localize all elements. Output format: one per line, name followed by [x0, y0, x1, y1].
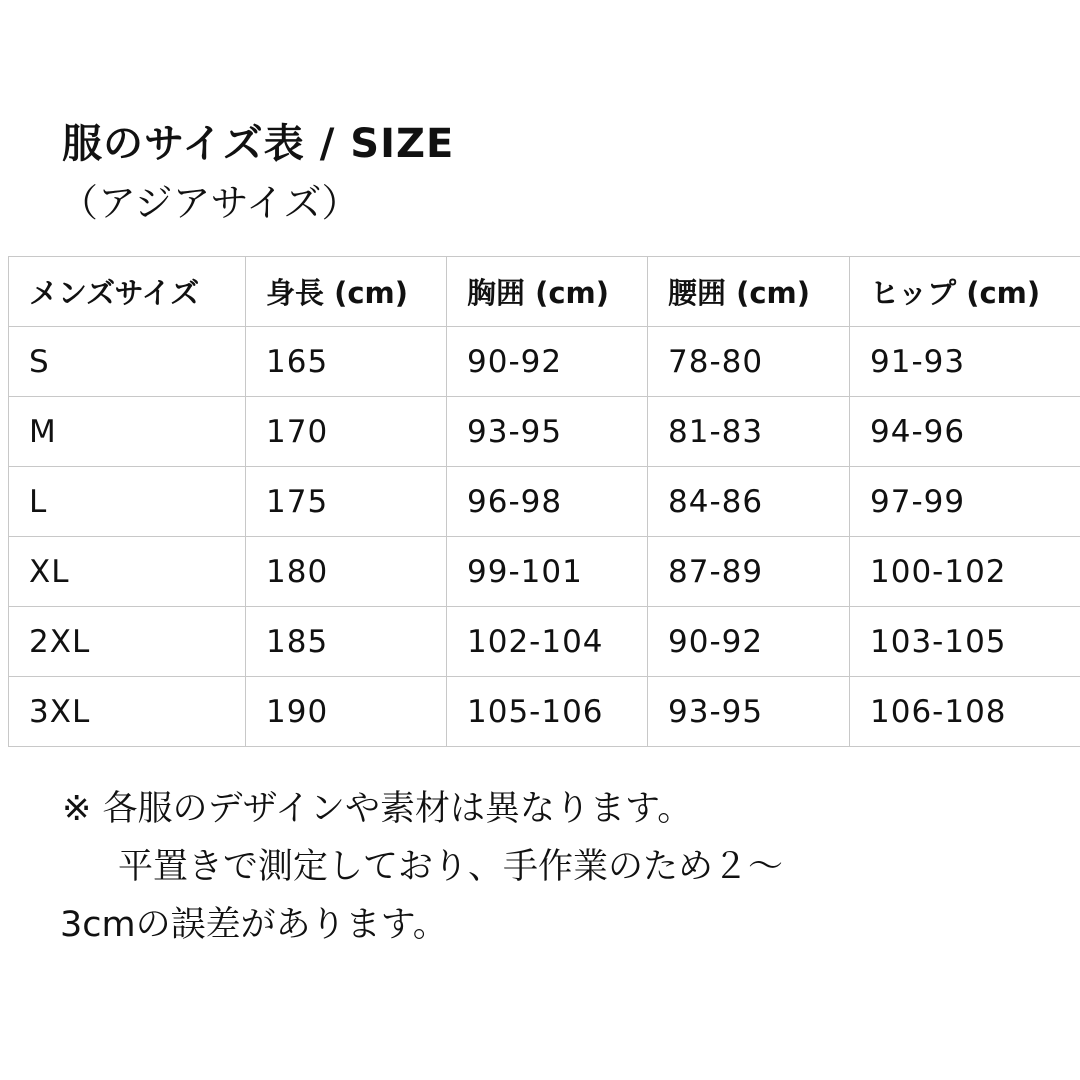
header-height: 身長 (cm) — [246, 257, 447, 327]
header-hip: ヒップ (cm) — [850, 257, 1080, 327]
cell-waist: 90-92 — [648, 607, 850, 677]
note-line: ※ 各服のデザインや素材は異なります。 — [62, 789, 693, 829]
cell-size: XL — [9, 537, 246, 607]
cell-waist: 84-86 — [648, 467, 850, 537]
header-size: メンズサイズ — [9, 257, 246, 327]
notes-block — [62, 780, 783, 954]
size-table — [8, 256, 1080, 747]
cell-height: 170 — [246, 397, 447, 467]
note-line: 平置きで測定しており、手作業のため２～ — [118, 847, 784, 887]
table-header-row — [9, 257, 1080, 327]
cell-size: 3XL — [9, 677, 246, 747]
cell-chest: 93-95 — [447, 397, 648, 467]
cell-height: 190 — [246, 677, 447, 747]
cell-chest: 96-98 — [447, 467, 648, 537]
cell-hip: 91-93 — [850, 327, 1080, 397]
cell-waist: 78-80 — [648, 327, 850, 397]
page-title: 服のサイズ表 / SIZE — [62, 121, 455, 167]
table-row — [9, 397, 1080, 467]
cell-waist: 93-95 — [648, 677, 850, 747]
cell-chest: 90-92 — [447, 327, 648, 397]
cell-size: L — [9, 467, 246, 537]
cell-chest: 99-101 — [447, 537, 648, 607]
table-row — [9, 537, 1080, 607]
cell-size: S — [9, 327, 246, 397]
cell-hip: 100-102 — [850, 537, 1080, 607]
cell-chest: 105-106 — [447, 677, 648, 747]
cell-height: 175 — [246, 467, 447, 537]
cell-chest: 102-104 — [447, 607, 648, 677]
table-row — [9, 327, 1080, 397]
cell-waist: 87-89 — [648, 537, 850, 607]
cell-height: 185 — [246, 607, 447, 677]
cell-height: 180 — [246, 537, 447, 607]
cell-size: 2XL — [9, 607, 246, 677]
cell-size: M — [9, 397, 246, 467]
cell-hip: 94-96 — [850, 397, 1080, 467]
table-row — [9, 677, 1080, 747]
cell-hip: 106-108 — [850, 677, 1080, 747]
header-waist: 腰囲 (cm) — [648, 257, 850, 327]
header-chest: 胸囲 (cm) — [447, 257, 648, 327]
note-line: 3cmの誤差があります。 — [60, 905, 448, 945]
table-row — [9, 607, 1080, 677]
cell-hip: 103-105 — [850, 607, 1080, 677]
page-subtitle: （アジアサイズ） — [60, 181, 360, 225]
cell-waist: 81-83 — [648, 397, 850, 467]
table-row — [9, 467, 1080, 537]
cell-hip: 97-99 — [850, 467, 1080, 537]
cell-height: 165 — [246, 327, 447, 397]
